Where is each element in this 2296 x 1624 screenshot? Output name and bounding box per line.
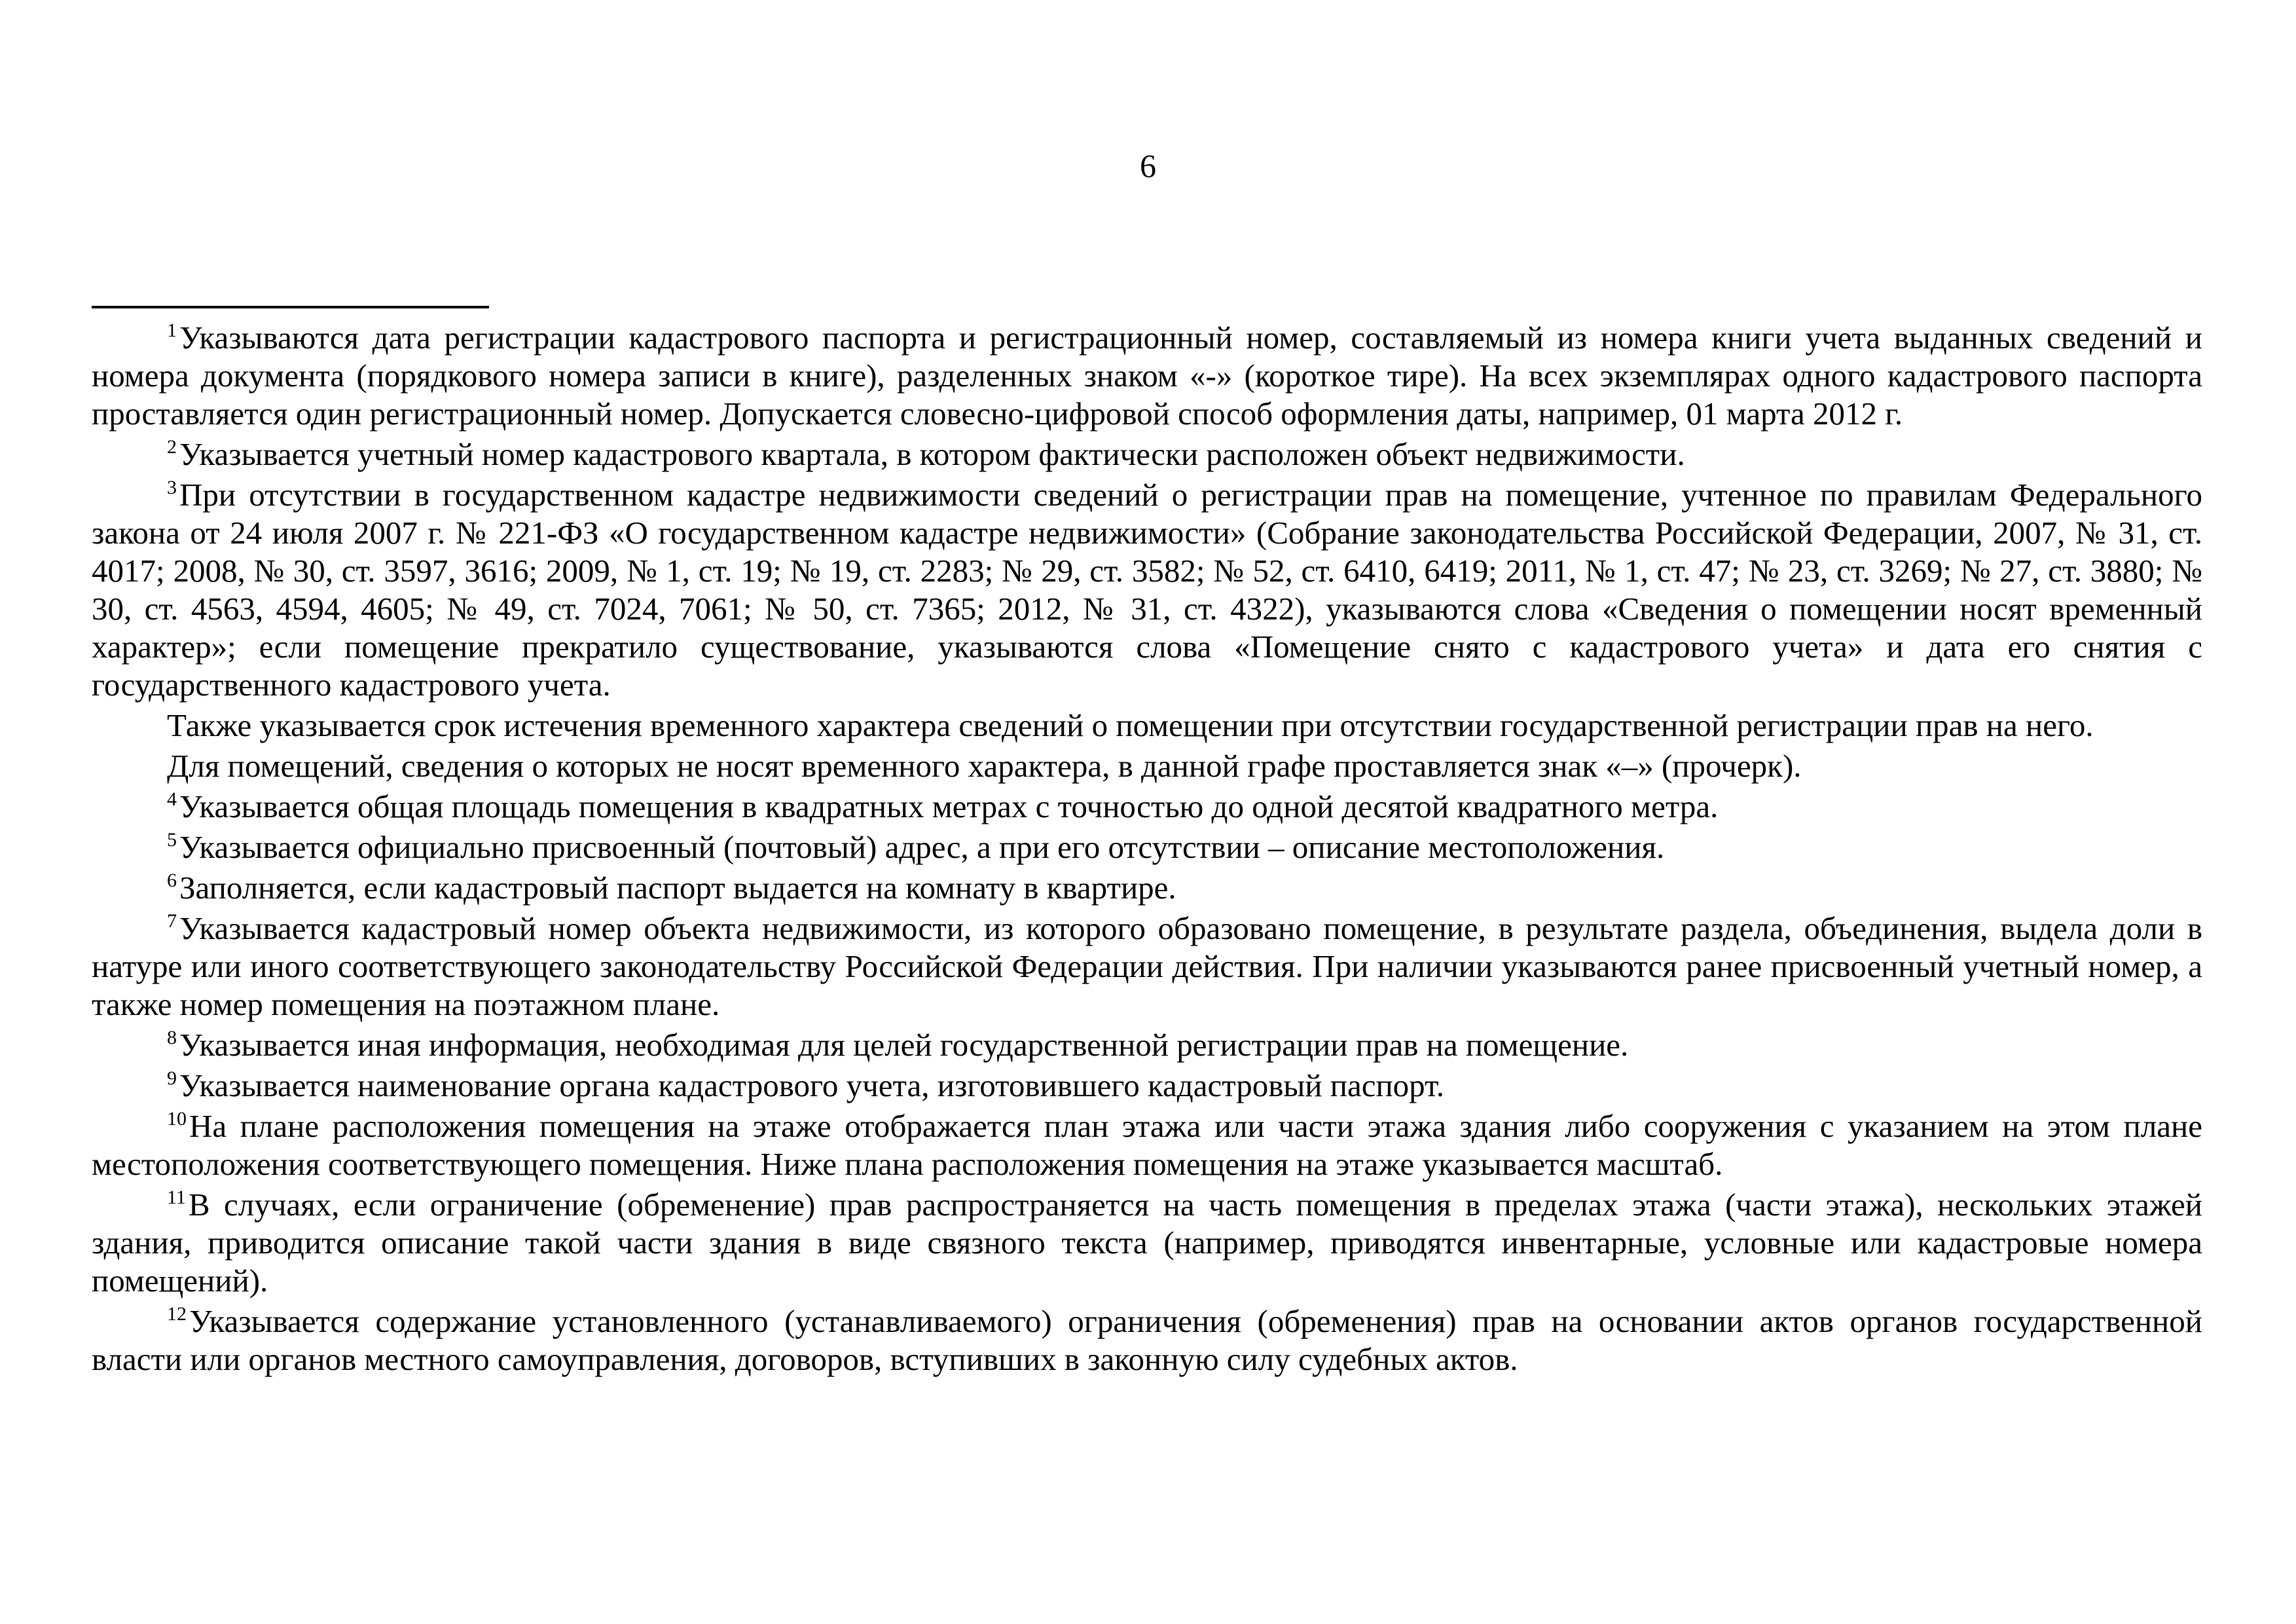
footnote-marker: 2: [167, 436, 177, 458]
footnote-marker: 1: [167, 320, 177, 341]
footnote-marker: 10: [167, 1108, 187, 1130]
footnote-text: При отсутствии в государственном кадастре недвижимости сведений о регистрации прав на помещение, учтенное по правилам Федерального закона от 24 июля 2007 г. № 221-ФЗ «О государственном кадастре недвижимости» (Собрание законодательства Российской Федерации, 2007, № 31, ст. 4017; 2008, № 30, ст. 3597, 3616; 2009, № 1, ст. 19; № 19, ст. 2283; № 29, ст. 3582; № 52, ст. 6410, 6419; 2011, № 1, ст. 47; № 23, ст. 3269; № 27, ст. 3880; № 30, ст. 4563, 4594, 4605; № 49, ст. 7024, 7061; № 50, ст. 7365; 2012, № 31, ст. 4322), указываются слова «Сведения о помещении носят временный характер»; если помещение прекратило существование, указываются слова «Помещение снято с кадастрового учета» и дата его снятия с государственного кадастрового учета.: [92, 477, 2202, 703]
footnote-6: [92, 869, 2202, 907]
page-number: 6: [1140, 147, 1156, 184]
footnote-text: Также указывается срок истечения временного характера сведений о помещении при отсутствии государственной регистрации прав на него.: [167, 707, 2094, 743]
footnote-text: Указывается учетный номер кадастрового квартала, в котором фактически расположен объект недвижимости.: [179, 436, 1685, 472]
footnote-8: [92, 1026, 2202, 1064]
footnote-1: [92, 319, 2202, 433]
footnote-marker: 12: [167, 1303, 187, 1325]
footnote-text: Указывается содержание установленного (устанавливаемого) ограничения (обременения) прав на основании актов органов государственной власти или органов местного самоуправления, договоров, вступивших в законную силу судебных актов.: [92, 1303, 2202, 1377]
footnote-3: [92, 476, 2202, 704]
footnote-text: Указывается иная информация, необходимая для целей государственной регистрации прав на помещение.: [179, 1027, 1629, 1063]
footnote-marker: 6: [167, 870, 177, 891]
footnote-9: [92, 1067, 2202, 1105]
footnote-text: В случаях, если ограничение (обременение) прав распространяется на часть помещения в пределах этажа (части этажа), нескольких этажей здания, приводится описание такой части здания в виде связного текста (например, приводятся инвентарные, условные или кадастровые номера помещений).: [92, 1187, 2202, 1299]
footnote-text: Указываются дата регистрации кадастрового паспорта и регистрационный номер, составляемый из номера книги учета выданных сведений и номера документа (порядкового номера записи в книге), разделенных знаком «-» (короткое тире). На всех экземплярах одного кадастрового паспорта проставляется один регистрационный номер. Допускается словесно-цифровой способ оформления даты, например, 01 марта 2012 г.: [92, 320, 2202, 432]
footnote-text: Заполняется, если кадастровый паспорт выдается на комнату в квартире.: [179, 870, 1176, 906]
footnote-marker: 11: [167, 1187, 186, 1208]
footnote-text: Указывается кадастровый номер объекта недвижимости, из которого образовано помещение, в результате раздела, объединения, выдела доли в натуре или иного соответствующего законодательству Российской Федерации действия. При наличии указываются ранее присвоенный учетный номер, а также номер помещения на поэтажном плане.: [92, 910, 2202, 1022]
footnote-5: [92, 828, 2202, 866]
footnote-text: Указывается наименование органа кадастрового учета, изготовившего кадастровый паспорт.: [179, 1067, 1445, 1103]
footnotes-section: [92, 319, 2202, 1381]
footnote-12: [92, 1302, 2202, 1378]
footnote-text: Указывается общая площадь помещения в квадратных метрах с точностью до одной десятой квадратного метра.: [179, 788, 1719, 824]
footnote-text: На плане расположения помещения на этаже отображается план этажа или части этажа здания либо сооружения с указанием на этом плане местоположения соответствующего помещения. Ниже плана расположения помещения на этаже указывается масштаб.: [92, 1108, 2202, 1182]
footnote-7: [92, 910, 2202, 1024]
footnote-marker: 8: [167, 1027, 177, 1048]
footnote-10: [92, 1107, 2202, 1183]
footnote-3-continuation-1: [92, 707, 2202, 745]
footnote-2: [92, 435, 2202, 473]
footnote-marker: 3: [167, 477, 177, 498]
footnote-text: Для помещений, сведения о которых не носят временного характера, в данной графе проставляется знак «–» (прочерк).: [167, 748, 1802, 784]
footnote-4: [92, 788, 2202, 826]
footnote-text: Указывается официально присвоенный (почтовый) адрес, а при его отсутствии – описание местоположения.: [179, 829, 1665, 865]
footnote-marker: 7: [167, 910, 177, 932]
footnote-marker: 5: [167, 829, 177, 851]
footnote-11: [92, 1186, 2202, 1300]
footnote-separator: [92, 306, 489, 308]
footnote-3-continuation-2: [92, 747, 2202, 785]
footnote-marker: 4: [167, 788, 177, 810]
footnote-marker: 9: [167, 1067, 177, 1089]
